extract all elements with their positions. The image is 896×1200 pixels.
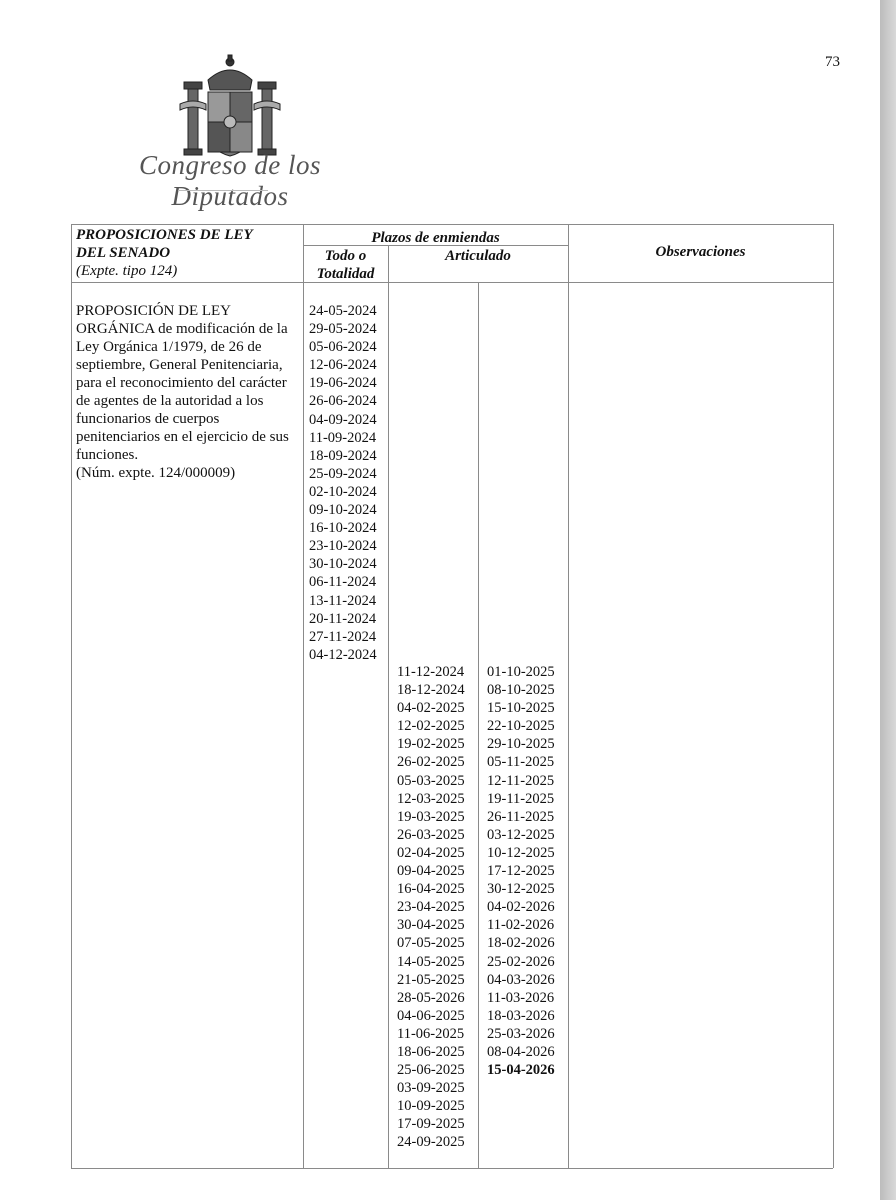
- proposal-line: penitenciarios en el ejercicio de sus: [76, 429, 289, 445]
- totalidad-date: 23-10-2024: [309, 538, 377, 555]
- articulado-date: 11-06-2025: [397, 1025, 465, 1042]
- proposal-line: PROPOSICIÓN DE LEY: [76, 303, 232, 319]
- articulado-date: 10-12-2025: [487, 844, 555, 861]
- proposal-line: funciones.: [76, 447, 139, 463]
- totalidad-date: 09-10-2024: [309, 502, 377, 519]
- articulado-date: 07-05-2025: [397, 935, 465, 952]
- articulado-date: 19-11-2025: [487, 790, 555, 807]
- totalidad-date: 30-10-2024: [309, 556, 377, 573]
- totalidad-date: 04-12-2024: [309, 646, 377, 663]
- articulado-date: 12-11-2025: [487, 772, 555, 789]
- proposal-description: [76, 302, 302, 482]
- col-divider-1: [303, 224, 304, 1168]
- articulado-date: 12-02-2025: [397, 718, 465, 735]
- col-divider-4: [568, 224, 569, 1168]
- logo-rule: [178, 190, 268, 191]
- proposal-line: (Núm. expte. 124/000009): [76, 465, 236, 481]
- articulado-date: 09-04-2025: [397, 863, 465, 880]
- institution-name: Congreso de los Diputados: [139, 150, 321, 211]
- todo-line2: Totalidad: [316, 266, 375, 282]
- table-bottom-border: [71, 1168, 833, 1169]
- articulado-date: 26-02-2025: [397, 754, 465, 771]
- totalidad-date: 12-06-2024: [309, 357, 377, 374]
- articulado-date: 04-06-2025: [397, 1007, 465, 1024]
- table-top-border: [71, 224, 833, 225]
- totalidad-dates: [309, 302, 377, 664]
- articulado-date: 28-05-2026: [397, 989, 465, 1006]
- totalidad-date: 02-10-2024: [309, 483, 377, 500]
- articulado-date: 08-04-2026: [487, 1043, 555, 1060]
- articulado-date: 19-03-2025: [397, 808, 465, 825]
- articulado-dates-b: [487, 663, 555, 1079]
- totalidad-date: 26-06-2024: [309, 393, 377, 410]
- col1-heading: [76, 226, 301, 280]
- articulado-date: 08-10-2025: [487, 682, 555, 699]
- totalidad-date: 19-06-2024: [309, 375, 377, 392]
- totalidad-date: 25-09-2024: [309, 465, 377, 482]
- articulado-date: 02-04-2025: [397, 844, 465, 861]
- articulado-date: 03-12-2025: [487, 826, 555, 843]
- page-number: 73: [825, 54, 840, 70]
- totalidad-date: 18-09-2024: [309, 447, 377, 464]
- articulado-date: 18-06-2025: [397, 1043, 465, 1060]
- articulado-date: 12-03-2025: [397, 790, 465, 807]
- articulado-date: 10-09-2025: [397, 1098, 465, 1115]
- totalidad-date: 06-11-2024: [309, 574, 377, 591]
- articulado-date: 30-04-2025: [397, 917, 465, 934]
- articulado-date: 11-12-2024: [397, 664, 465, 680]
- totalidad-date: 04-09-2024: [309, 411, 377, 428]
- plazos-heading: Plazos de enmiendas: [371, 230, 500, 246]
- table-right-border: [833, 224, 834, 1168]
- articulado-date: 29-10-2025: [487, 736, 555, 753]
- articulado-date: 22-10-2025: [487, 718, 555, 735]
- proposal-line: septiembre, General Penitenciaria,: [76, 357, 283, 373]
- todo-line1: Todo o: [324, 248, 367, 264]
- articulado-date: 17-09-2025: [397, 1116, 465, 1133]
- articulado-date: 17-12-2025: [487, 863, 555, 880]
- todo-heading: [303, 247, 388, 283]
- totalidad-date: 27-11-2024: [309, 628, 377, 645]
- proposal-line: funcionarios de cuerpos: [76, 411, 220, 427]
- articulado-date: 21-05-2025: [397, 971, 465, 988]
- articulado-heading: Articulado: [445, 248, 511, 264]
- articulado-dates-a: [397, 663, 465, 1152]
- col1-title-line2: DEL SENADO: [76, 245, 171, 261]
- articulado-date: 04-02-2025: [397, 700, 465, 717]
- articulado-date: 11-03-2026: [487, 989, 555, 1006]
- totalidad-date: 24-05-2024: [309, 303, 377, 319]
- articulado-date: 04-03-2026: [487, 971, 555, 988]
- articulado-date: 11-02-2026: [487, 917, 555, 934]
- articulado-date: 23-04-2025: [397, 899, 465, 916]
- articulado-date: 05-03-2025: [397, 772, 465, 789]
- proposal-line: para el reconocimiento del carácter: [76, 375, 287, 391]
- articulado-date: 05-11-2025: [487, 754, 555, 771]
- final-deadline-date: 15-04-2026: [487, 1062, 555, 1079]
- totalidad-date: 05-06-2024: [309, 339, 377, 356]
- proposal-line: de agentes de la autoridad a los: [76, 393, 264, 409]
- articulado-date: 30-12-2025: [487, 881, 555, 898]
- articulado-date: 26-11-2025: [487, 808, 555, 825]
- proposal-line: Ley Orgánica 1/1979, de 26 de: [76, 339, 262, 355]
- observaciones-heading: Observaciones: [655, 244, 746, 260]
- totalidad-date: 13-11-2024: [309, 592, 377, 609]
- articulado-date: 25-06-2025: [397, 1062, 465, 1079]
- col1-subtitle: (Expte. tipo 124): [76, 263, 178, 279]
- articulado-date: 19-02-2025: [397, 736, 465, 753]
- proposal-line: ORGÁNICA de modificación de la: [76, 321, 288, 337]
- articulado-date: 03-09-2025: [397, 1080, 465, 1097]
- totalidad-date: 20-11-2024: [309, 610, 377, 627]
- articulado-date: 01-10-2025: [487, 664, 555, 680]
- articulado-date: 26-03-2025: [397, 826, 465, 843]
- articulado-date: 25-03-2026: [487, 1025, 555, 1042]
- totalidad-date: 29-05-2024: [309, 321, 377, 338]
- col-divider-3: [478, 282, 479, 1168]
- articulado-date: 24-09-2025: [397, 1134, 465, 1151]
- page-edge-shadow: [880, 0, 896, 1200]
- articulado-date: 25-02-2026: [487, 953, 555, 970]
- articulado-date: 18-12-2024: [397, 682, 465, 699]
- totalidad-date: 16-10-2024: [309, 520, 377, 537]
- col1-title-line1: PROPOSICIONES DE LEY: [76, 227, 253, 243]
- articulado-date: 04-02-2026: [487, 899, 555, 916]
- articulado-date: 16-04-2025: [397, 881, 465, 898]
- table-left-border: [71, 224, 72, 1168]
- articulado-date: 18-03-2026: [487, 1007, 555, 1024]
- articulado-date: 14-05-2025: [397, 953, 465, 970]
- observaciones-cell: [570, 284, 832, 1166]
- table-header-divider: [71, 282, 833, 283]
- totalidad-date: 11-09-2024: [309, 429, 377, 446]
- articulado-date: 18-02-2026: [487, 935, 555, 952]
- articulado-date: 15-10-2025: [487, 700, 555, 717]
- col-divider-2: [388, 245, 389, 1168]
